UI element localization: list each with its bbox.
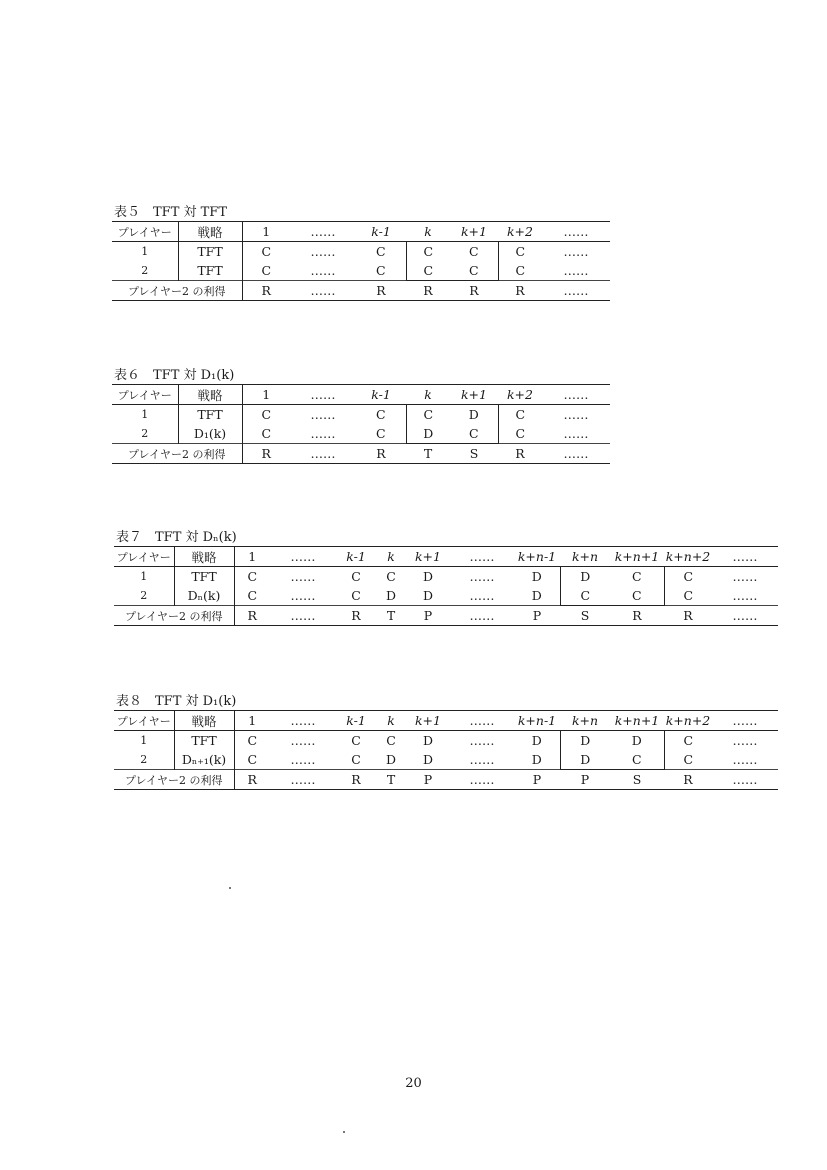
cell: D	[531, 752, 542, 767]
header-round: k+2	[498, 222, 542, 242]
cell: C	[247, 588, 258, 603]
header-round: 1	[234, 547, 270, 567]
payoff-cell: S	[450, 444, 498, 464]
header-ellipsis: ……	[712, 711, 778, 731]
cell: C	[351, 588, 361, 603]
cell: 1	[114, 731, 174, 751]
payoff-cell: ……	[712, 770, 778, 790]
header-round: k-1	[336, 547, 376, 567]
cell: ……	[563, 244, 589, 259]
cell: TFT	[178, 242, 242, 262]
cell: 2	[114, 750, 174, 770]
header-strategy: 戦略	[178, 385, 242, 405]
cell: D	[385, 588, 397, 603]
header-round: k	[376, 547, 406, 567]
payoff-cell: R	[406, 281, 450, 301]
table-6	[112, 364, 610, 464]
header-ellipsis: ……	[290, 222, 356, 242]
payoff-cell: R	[498, 281, 542, 301]
header-ellipsis: ……	[542, 222, 610, 242]
header-player: プレイヤー	[112, 385, 178, 405]
header-ellipsis: ……	[270, 711, 336, 731]
payoff-row	[114, 606, 778, 626]
payoff-cell: P	[514, 606, 560, 626]
header-row	[112, 222, 610, 242]
cell: D	[385, 752, 397, 767]
header-round: k	[406, 385, 450, 405]
cell: D	[406, 424, 450, 444]
payoff-cell: R	[498, 444, 542, 464]
cell: C	[515, 407, 526, 422]
table-caption: 表７ TFT 対 Dₙ(k)	[116, 530, 237, 545]
cell: ……	[290, 588, 316, 603]
cell: C	[261, 407, 272, 422]
payoff-cell: ……	[450, 606, 514, 626]
cell: 1	[112, 242, 178, 262]
cell: D	[422, 588, 434, 603]
header-row	[114, 547, 778, 567]
header-round: k+1	[406, 547, 450, 567]
header-round: k+n+1	[610, 711, 664, 731]
payoff-cell: S	[560, 606, 610, 626]
cell: ……	[469, 569, 495, 584]
header-round: 1	[242, 222, 290, 242]
cell: C	[450, 261, 498, 281]
cell: ……	[732, 569, 758, 584]
header-round: k-1	[356, 385, 406, 405]
payoff-row	[112, 281, 610, 301]
payoff-cell: R	[234, 770, 270, 790]
strategy-table	[112, 384, 610, 464]
strategy-table	[112, 221, 610, 301]
header-round: k+n-1	[514, 547, 560, 567]
header-round: k-1	[356, 222, 406, 242]
page-number: 20	[405, 1076, 422, 1091]
cell: ……	[310, 244, 336, 259]
cell: C	[386, 569, 396, 584]
header-round: k+n	[560, 547, 610, 567]
cell: D	[560, 750, 610, 770]
payoff-cell: R	[664, 770, 712, 790]
header-round: k+2	[498, 385, 542, 405]
cell: D₁(k)	[178, 424, 242, 444]
table-caption: 表５ TFT 対 TFT	[114, 205, 227, 220]
cell: C	[247, 733, 258, 748]
table-row	[114, 731, 778, 751]
cell: Dₙ(k)	[174, 586, 234, 606]
header-ellipsis: ……	[450, 711, 514, 731]
cell: C	[683, 588, 694, 603]
header-player: プレイヤー	[114, 547, 174, 567]
header-row	[114, 711, 778, 731]
cell: C	[610, 567, 664, 587]
cell: ……	[732, 733, 758, 748]
payoff-cell: S	[610, 770, 664, 790]
header-round: k+n+2	[664, 547, 712, 567]
cell: D	[531, 569, 542, 584]
cell: C	[406, 242, 450, 262]
table-5	[112, 201, 610, 301]
cell: D	[531, 733, 542, 748]
cell: ……	[290, 752, 316, 767]
payoff-cell: R	[242, 281, 290, 301]
cell: ……	[310, 426, 336, 441]
cell: 1	[114, 567, 174, 587]
cell: C	[247, 569, 258, 584]
header-ellipsis: ……	[542, 385, 610, 405]
cell: C	[261, 263, 272, 278]
cell: C	[683, 569, 694, 584]
header-round: 1	[242, 385, 290, 405]
header-round: k	[406, 222, 450, 242]
payoff-cell: R	[242, 444, 290, 464]
cell: D	[531, 588, 542, 603]
cell: C	[610, 750, 664, 770]
payoff-cell: ……	[712, 606, 778, 626]
header-strategy: 戦略	[178, 222, 242, 242]
cell: D	[560, 731, 610, 751]
cell: C	[375, 426, 386, 441]
cell: C	[560, 586, 610, 606]
payoff-cell: ……	[270, 606, 336, 626]
payoff-label: プレイヤー2 の利得	[112, 281, 242, 301]
payoff-label: プレイヤー2 の利得	[114, 770, 234, 790]
strategy-table	[114, 710, 778, 790]
table-row	[112, 261, 610, 281]
payoff-cell: P	[406, 770, 450, 790]
cell: C	[515, 263, 526, 278]
payoff-cell: R	[356, 444, 406, 464]
payoff-cell: ……	[290, 281, 356, 301]
payoff-cell: ……	[450, 770, 514, 790]
table-caption: 表８ TFT 対 D₁(k)	[116, 694, 237, 709]
payoff-cell: R	[336, 606, 376, 626]
payoff-cell: R	[336, 770, 376, 790]
cell: ……	[563, 263, 589, 278]
cell: C	[515, 426, 526, 441]
table-caption: 表６ TFT 対 D₁(k)	[114, 368, 235, 383]
payoff-row	[114, 770, 778, 790]
cell: C	[610, 586, 664, 606]
cell: D	[422, 752, 434, 767]
cell: ……	[310, 263, 336, 278]
payoff-cell: R	[610, 606, 664, 626]
header-ellipsis: ……	[290, 385, 356, 405]
cell: Dₙ₊₁(k)	[174, 750, 234, 770]
payoff-label: プレイヤー2 の利得	[114, 606, 234, 626]
cell: C	[450, 424, 498, 444]
cell: C	[515, 244, 526, 259]
table-8	[114, 690, 778, 790]
table-row	[114, 586, 778, 606]
header-row	[112, 385, 610, 405]
cell: ……	[310, 407, 336, 422]
header-player: プレイヤー	[112, 222, 178, 242]
payoff-cell: ……	[290, 444, 356, 464]
header-round: k-1	[336, 711, 376, 731]
header-player: プレイヤー	[114, 711, 174, 731]
payoff-cell: T	[406, 444, 450, 464]
cell: ……	[732, 752, 758, 767]
table-row	[112, 405, 610, 425]
payoff-cell: R	[356, 281, 406, 301]
cell: C	[351, 733, 361, 748]
cell: TFT	[174, 731, 234, 751]
cell: D	[422, 733, 434, 748]
cell: C	[386, 733, 396, 748]
scan-speck	[343, 1131, 345, 1133]
header-ellipsis: ……	[712, 547, 778, 567]
cell: D	[560, 567, 610, 587]
cell: TFT	[174, 567, 234, 587]
payoff-cell: P	[560, 770, 610, 790]
cell: C	[351, 752, 361, 767]
cell: ……	[732, 588, 758, 603]
strategy-table	[114, 546, 778, 626]
payoff-cell: P	[406, 606, 450, 626]
cell: C	[683, 733, 694, 748]
cell: TFT	[178, 261, 242, 281]
payoff-cell: R	[664, 606, 712, 626]
table-7	[114, 526, 778, 626]
cell: C	[261, 426, 272, 441]
header-round: k+n+1	[610, 547, 664, 567]
header-round: k+1	[406, 711, 450, 731]
cell: ……	[563, 407, 589, 422]
payoff-cell: ……	[270, 770, 336, 790]
header-round: k+n+2	[664, 711, 712, 731]
header-ellipsis: ……	[450, 547, 514, 567]
table-row	[112, 424, 610, 444]
payoff-cell: ……	[542, 281, 610, 301]
payoff-cell: T	[376, 606, 406, 626]
cell: C	[683, 752, 694, 767]
cell: C	[375, 263, 386, 278]
cell: ……	[563, 426, 589, 441]
cell: 2	[112, 261, 178, 281]
payoff-cell: ……	[542, 444, 610, 464]
cell: ……	[290, 733, 316, 748]
cell: C	[450, 242, 498, 262]
table-row	[114, 750, 778, 770]
cell: C	[247, 752, 258, 767]
header-round: 1	[234, 711, 270, 731]
cell: C	[375, 244, 386, 259]
payoff-label: プレイヤー2 の利得	[112, 444, 242, 464]
header-round: k+n	[560, 711, 610, 731]
cell: C	[406, 261, 450, 281]
cell: ……	[469, 752, 495, 767]
header-strategy: 戦略	[174, 547, 234, 567]
header-round: k+1	[450, 385, 498, 405]
cell: C	[351, 569, 361, 584]
cell: ……	[469, 588, 495, 603]
cell: ……	[290, 569, 316, 584]
cell: ……	[469, 733, 495, 748]
payoff-cell: R	[234, 606, 270, 626]
scan-speck	[229, 887, 231, 889]
header-round: k	[376, 711, 406, 731]
header-ellipsis: ……	[270, 547, 336, 567]
cell: C	[406, 405, 450, 425]
payoff-cell: P	[514, 770, 560, 790]
payoff-cell: R	[450, 281, 498, 301]
cell: TFT	[178, 405, 242, 425]
payoff-row	[112, 444, 610, 464]
cell: 1	[112, 405, 178, 425]
cell: D	[610, 731, 664, 751]
table-row	[112, 242, 610, 262]
header-round: k+1	[450, 222, 498, 242]
table-row	[114, 567, 778, 587]
cell: C	[261, 244, 272, 259]
header-strategy: 戦略	[174, 711, 234, 731]
cell: C	[375, 407, 386, 422]
payoff-cell: T	[376, 770, 406, 790]
cell: D	[450, 405, 498, 425]
cell: 2	[114, 586, 174, 606]
header-round: k+n-1	[514, 711, 560, 731]
cell: D	[422, 569, 434, 584]
cell: 2	[112, 424, 178, 444]
